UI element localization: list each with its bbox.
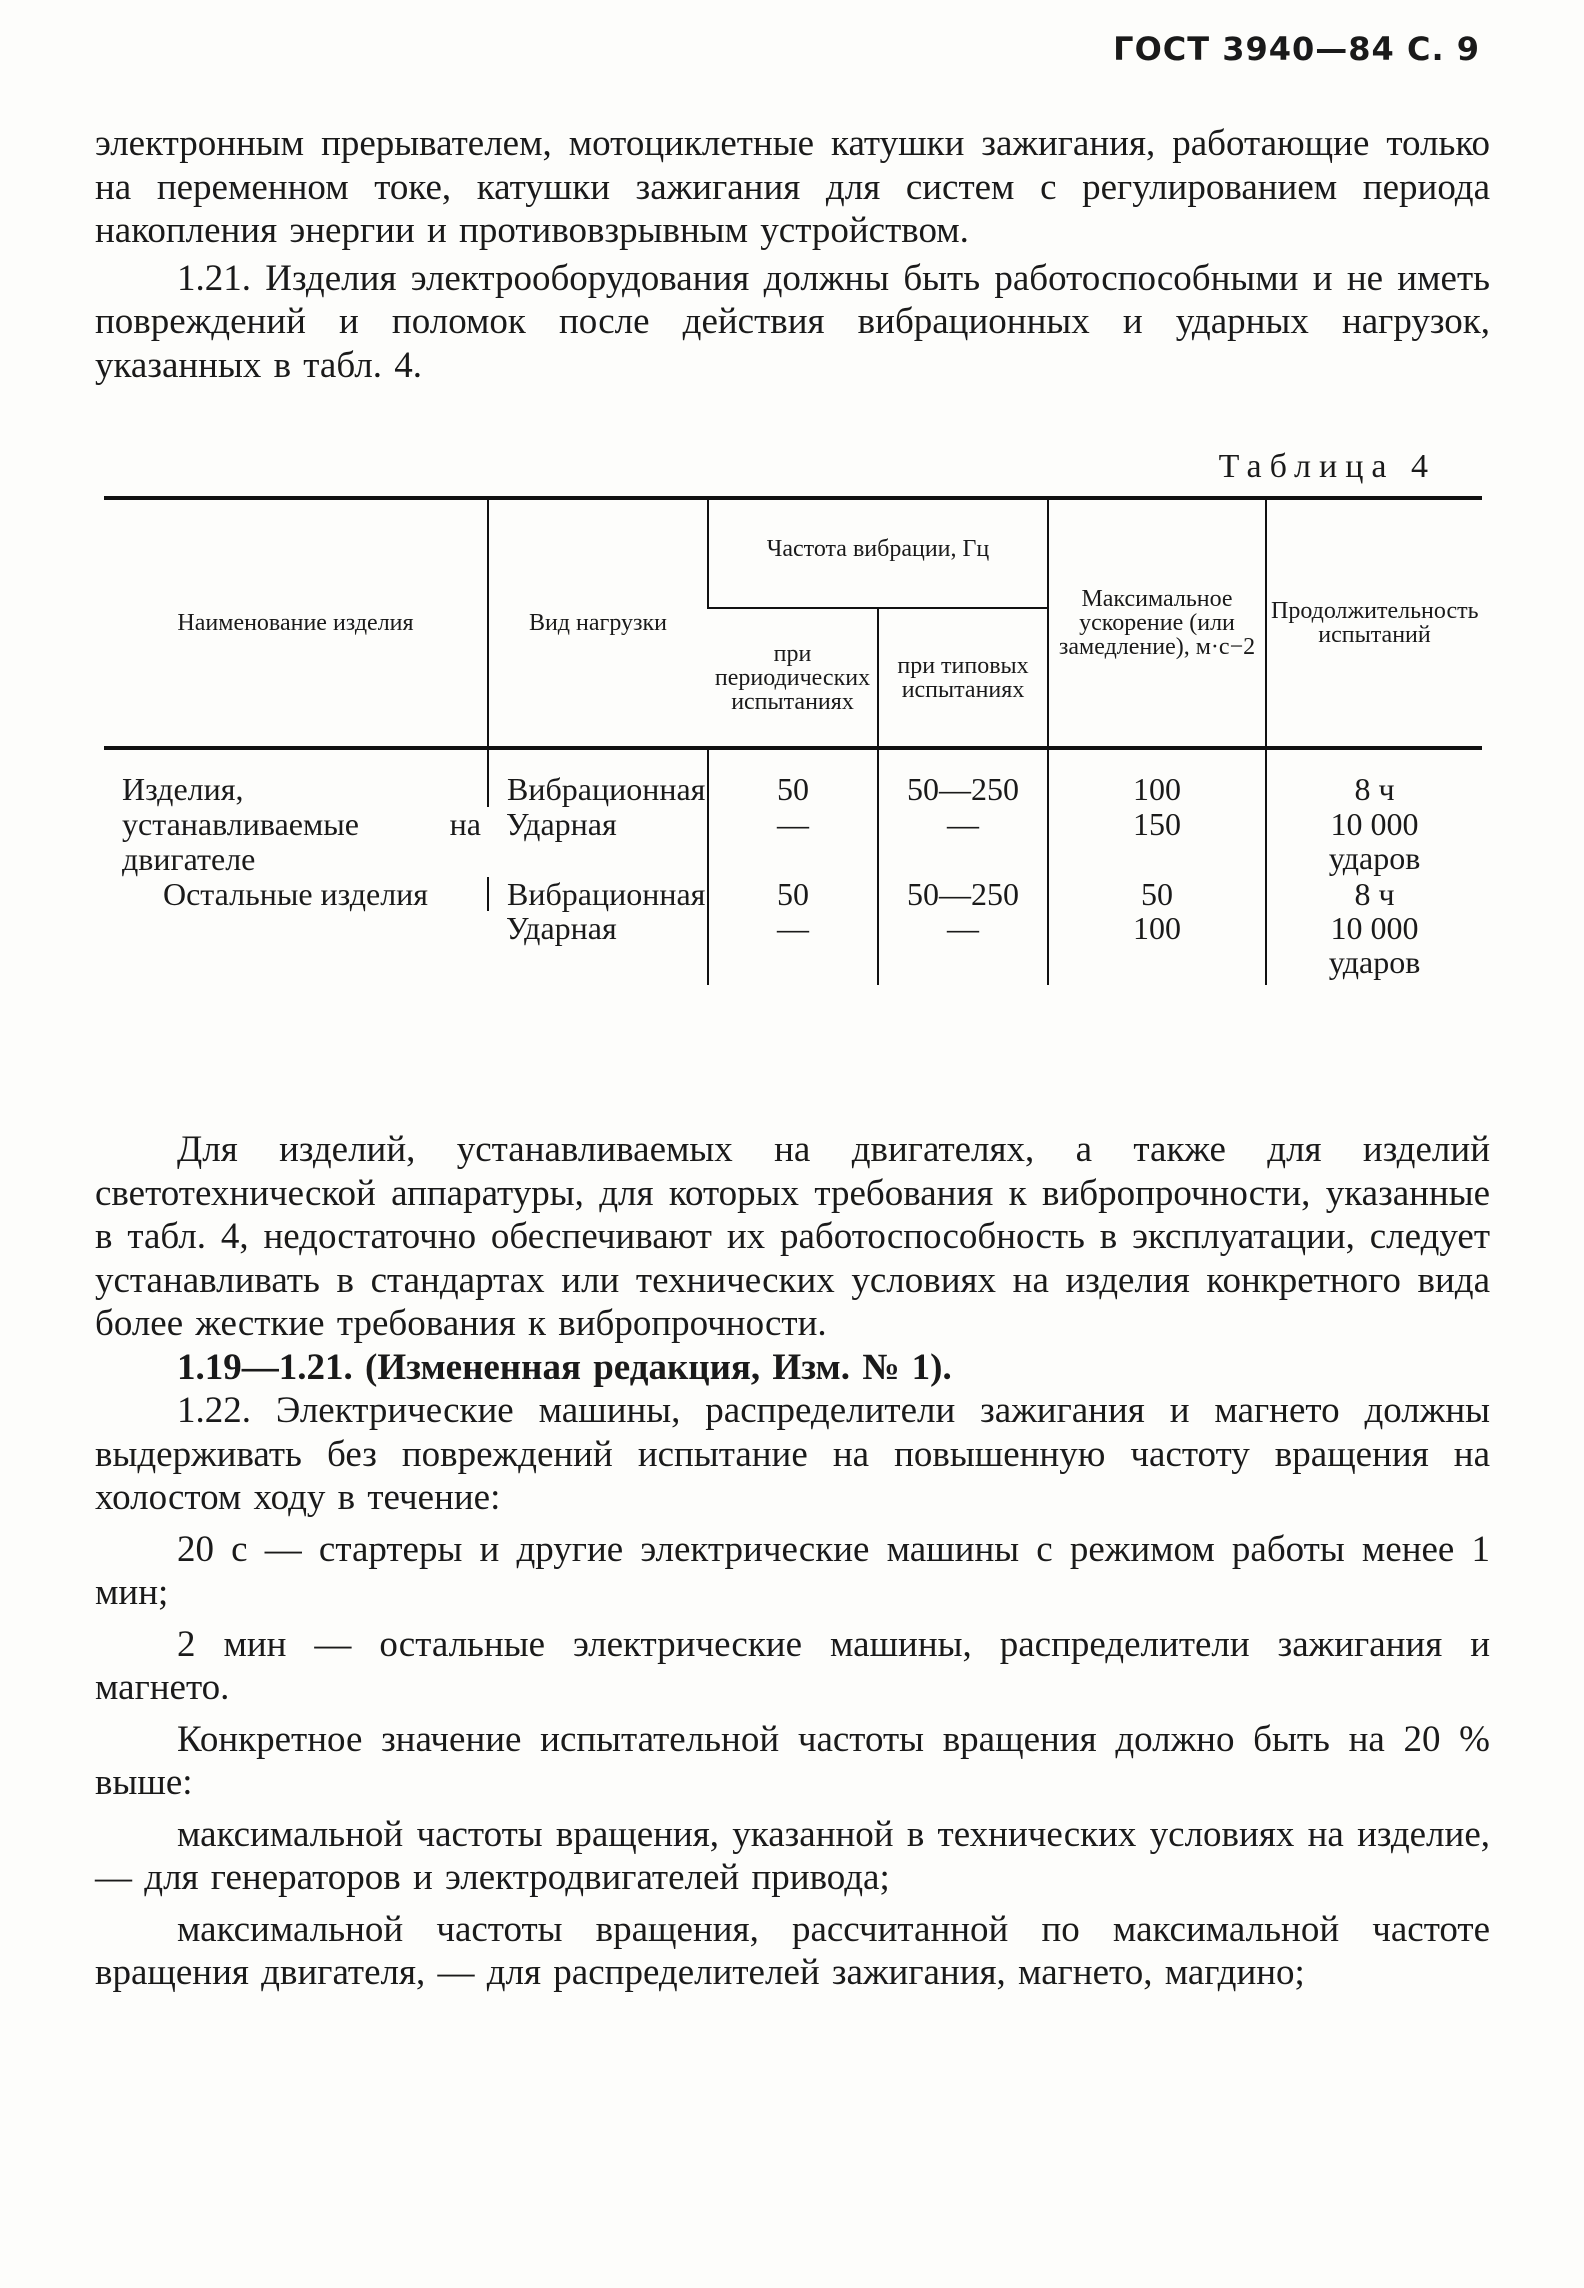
freq-periodic-cell: 50 bbox=[708, 748, 878, 807]
duration-cell: 8 ч bbox=[1266, 748, 1482, 807]
top-text bbox=[95, 122, 1490, 387]
freq-type-cell: 50—250 bbox=[878, 877, 1048, 911]
freq-type-cell: — bbox=[878, 807, 1048, 877]
paragraph-20s: 20 с — стартеры и другие электрические машины с режимом работы менее 1 мин; bbox=[95, 1528, 1490, 1613]
header-product: Наименование изделия bbox=[104, 498, 488, 748]
bottom-text bbox=[95, 1128, 1490, 1995]
paragraph-generators: максимальной частоты вращения, указанной в технических условиях на изделие, — для генераторов и электродвигателей привода; bbox=[95, 1813, 1490, 1898]
paragraph-distributors: максимальной частоты вращения, рассчитанной по максимальной частоте вращения двигателя, — для распределителей зажигания, магнето, магдино; bbox=[95, 1908, 1490, 1993]
load-cell: Вибрационная bbox=[488, 748, 708, 807]
freq-periodic-cell: — bbox=[708, 807, 878, 877]
freq-type-cell: 50—250 bbox=[878, 748, 1048, 807]
paragraph-amendment: 1.19—1.21. (Измененная редакция, Изм. № 1). bbox=[177, 1346, 952, 1388]
header-acceleration: Максимальное ускорение (или замедление), м·с−2 bbox=[1048, 498, 1266, 748]
load-cell: Вибрационная bbox=[488, 877, 708, 911]
paragraph-continuation: электронным прерывателем, мотоциклетные катушки зажигания, работающие только на переменном токе, катушки зажигания для систем с регулированием периода накопления энергии и противовзрывным устройством. bbox=[95, 123, 1490, 251]
table-row bbox=[104, 748, 1482, 807]
accel-cell: 100 bbox=[1048, 748, 1266, 807]
duration-cell: 8 ч bbox=[1266, 877, 1482, 911]
header-freq-type: при типовых испытаниях bbox=[878, 608, 1048, 748]
product-cell: Изделия, устанавливаемые на двигателе bbox=[122, 771, 481, 877]
freq-type-cell: — bbox=[878, 911, 1048, 985]
header-frequency-group: Частота вибрации, Гц bbox=[708, 498, 1048, 608]
freq-periodic-cell: — bbox=[708, 911, 878, 985]
table-caption: Таблица 4 bbox=[1218, 448, 1436, 485]
header-load: Вид нагрузки bbox=[488, 498, 708, 748]
table-row bbox=[104, 877, 1482, 911]
paragraph-1-21: 1.21. Изделия электрооборудования должны быть работоспособными и не иметь повреждений и поломок после действия вибрационных и ударных нагрузок, указанных в табл. 4. bbox=[95, 257, 1490, 386]
product-cell: Остальные изделия bbox=[162, 876, 429, 912]
accel-cell: 100 bbox=[1048, 911, 1266, 985]
load-cell: Ударная bbox=[506, 806, 617, 843]
header-duration: Продолжительность испытаний bbox=[1266, 498, 1482, 748]
accel-cell: 150 bbox=[1048, 807, 1266, 877]
paragraph-test-frequency: Конкретное значение испытательной частоты вращения должно быть на 20 % выше: bbox=[95, 1718, 1490, 1803]
duration-cell: 10 000 ударов bbox=[1266, 807, 1482, 877]
paragraph-1-22: 1.22. Электрические машины, распределители зажигания и магнето должны выдерживать без повреждений испытание на повышенную частоту вращения на холостом ходу в течение: bbox=[95, 1390, 1490, 1518]
duration-cell: 10 000 ударов bbox=[1266, 911, 1482, 985]
freq-periodic-cell: 50 bbox=[708, 877, 878, 911]
header-freq-periodic: при периодических испытаниях bbox=[708, 608, 878, 748]
table-4 bbox=[104, 496, 1482, 985]
accel-cell: 50 bbox=[1048, 877, 1266, 911]
paragraph-2min: 2 мин — остальные электрические машины, распределители зажигания и магнето. bbox=[95, 1623, 1490, 1708]
paragraph-vibration-note: Для изделий, устанавливаемых на двигателях, а также для изделий светотехнической аппаратуры, для которых требования к вибропрочности, указанные в табл. 4, недостаточно обеспечивают их работоспособность в эксплуатации, следует устанавливать в стандартах или технических условиях на изделия конкретного вида более жесткие требования к вибропрочности. bbox=[95, 1129, 1490, 1344]
running-header: ГОСТ 3940—84 С. 9 bbox=[1113, 30, 1480, 68]
load-cell: Ударная bbox=[506, 910, 617, 946]
